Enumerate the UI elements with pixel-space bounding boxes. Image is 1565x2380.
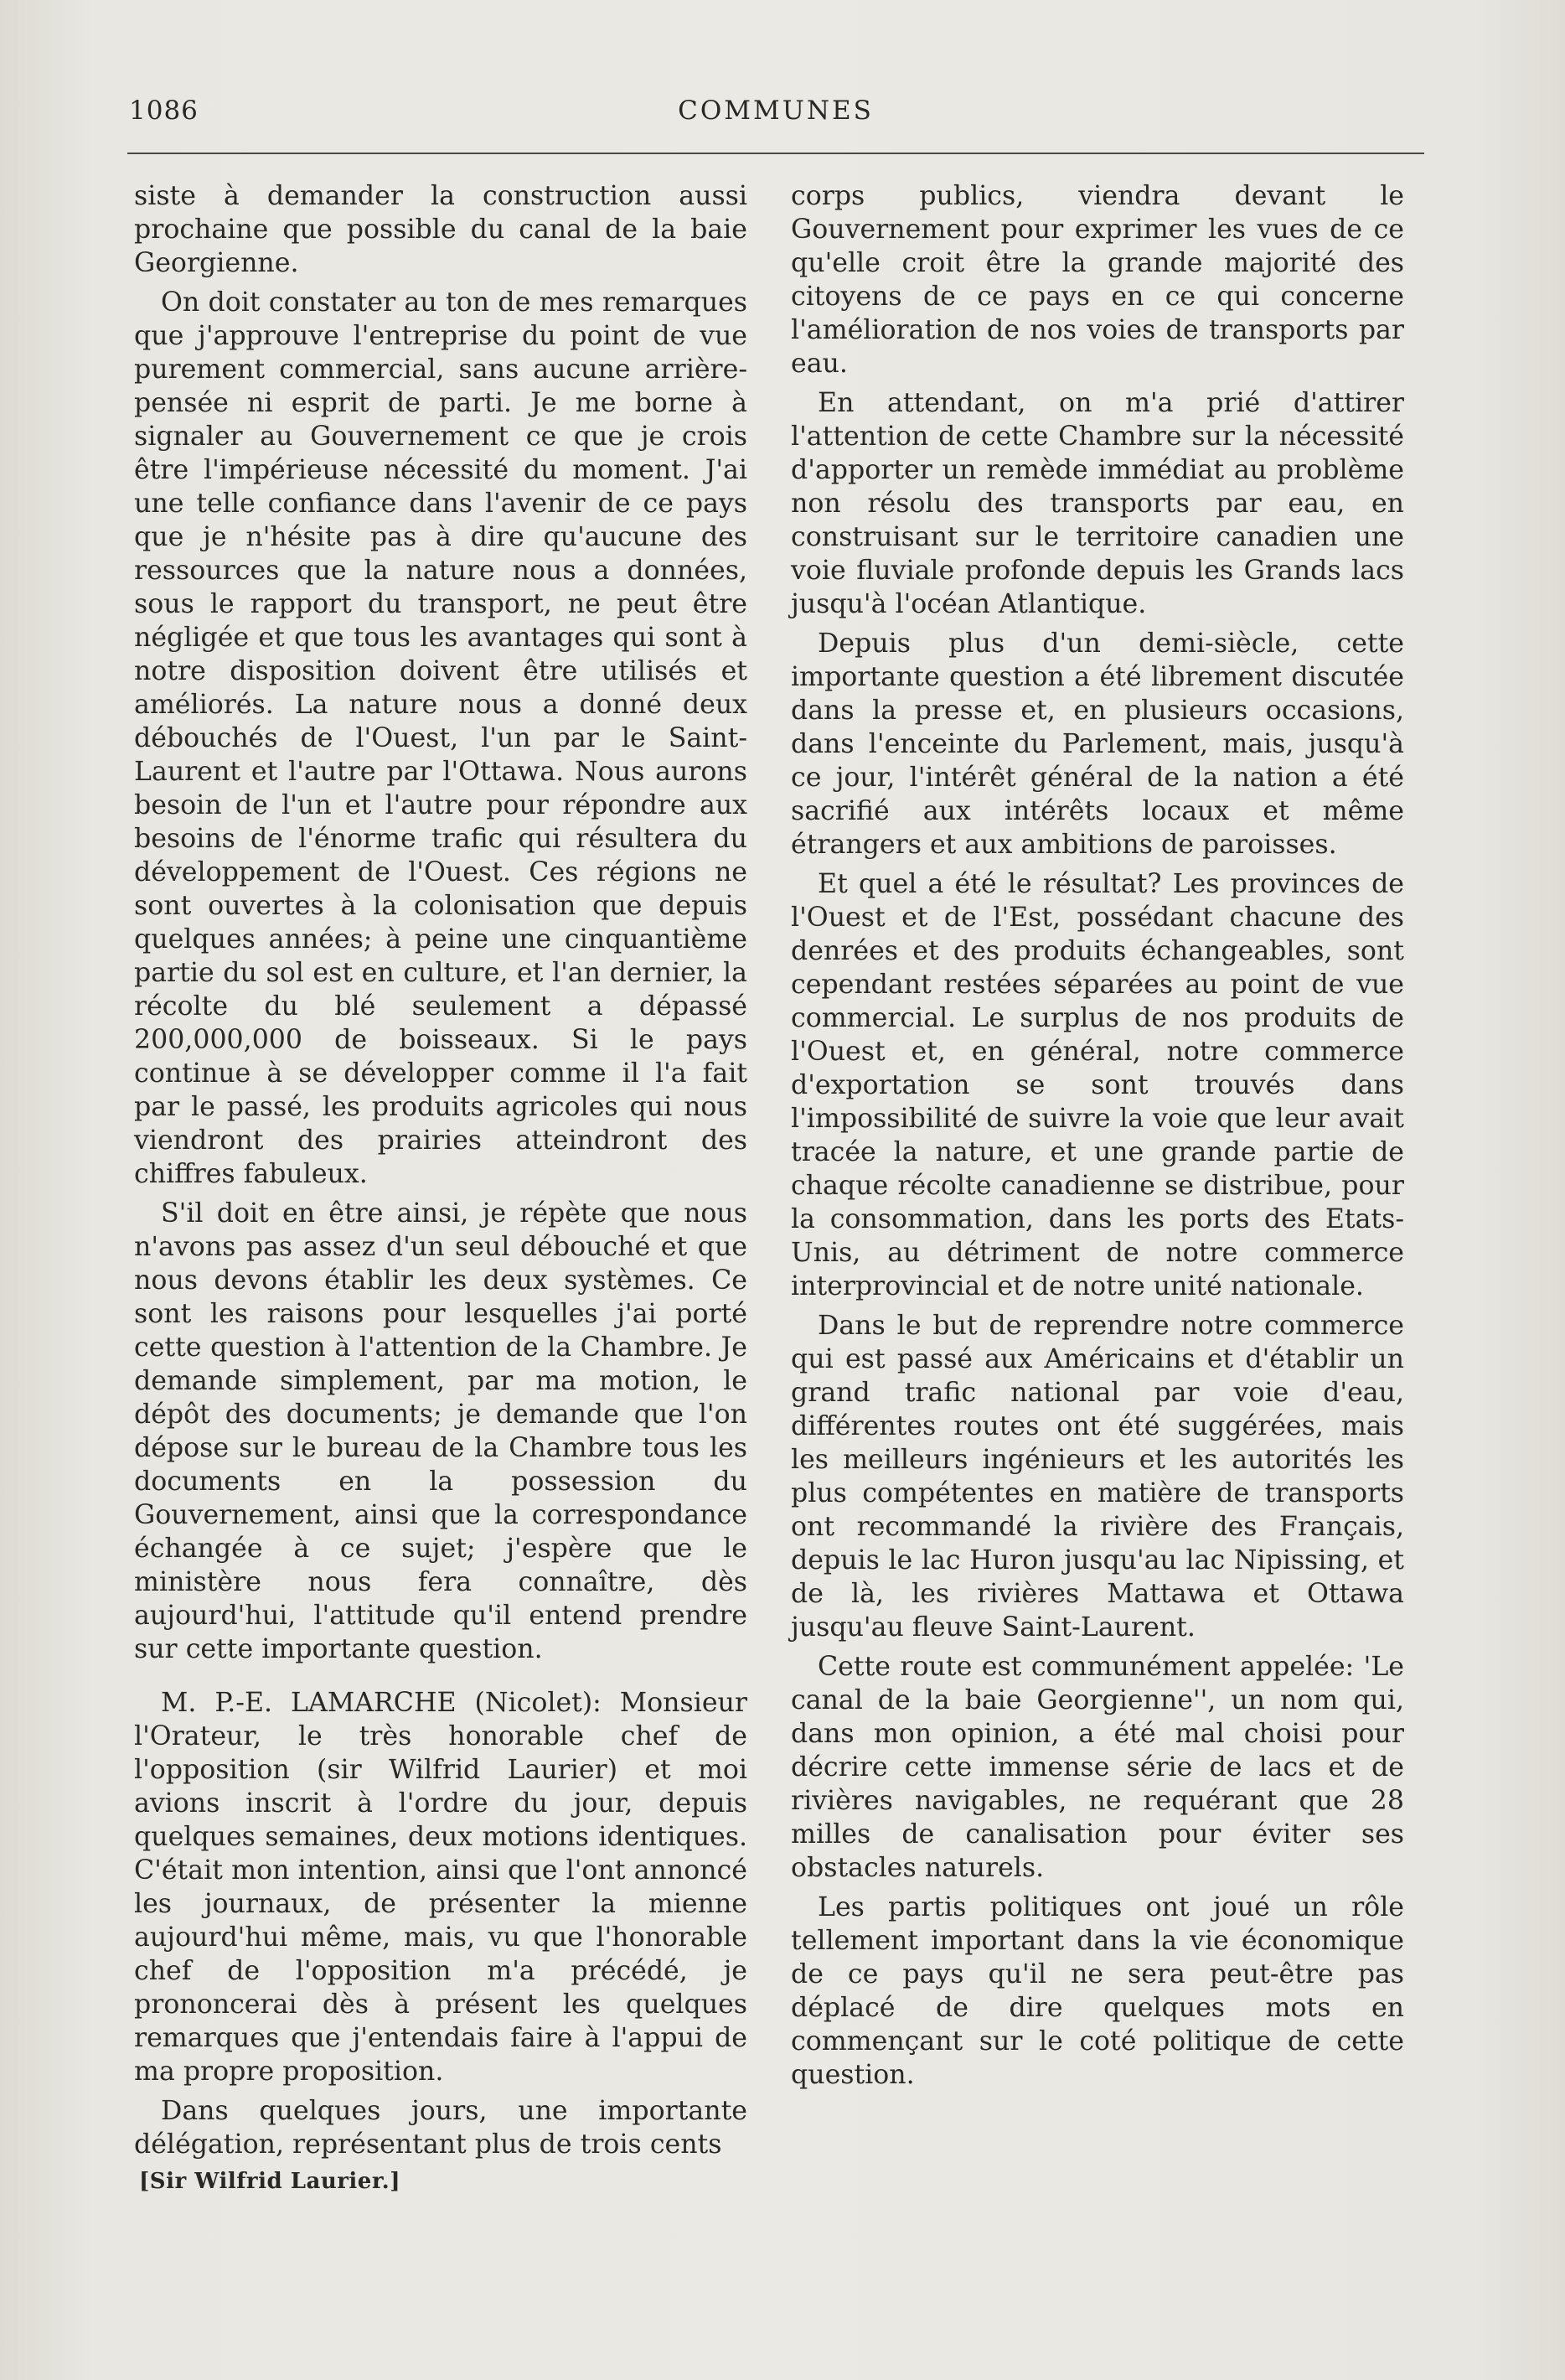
paragraph: Cette route est communément appelée: 'Le canal de la baie Georgienne'', un nom qui, dans mon opinion, a été mal choisi pour décrire cette immense série de lacs et de rivières navigables, ne requérant que 28 milles de canalisation pour éviter ses obstacles naturels. <box>791 1652 1404 1883</box>
paragraph: siste à demander la construction aussi prochaine que possible du canal de la baie Georgienne. <box>134 181 747 278</box>
paragraph: Les partis politiques ont joué un rôle tellement important dans la vie économique de ce pays qu'il ne sera peut-être pas déplacé de dire quelques mots en commençant sur le coté politique de cette question. <box>791 1892 1404 2090</box>
speaker-paragraph: M. P.-E. LAMARCHE (Nicolet): Monsieur l'Orateur, le très honorable chef de l'opposition (sir Wilfrid Laurier) et moi avions inscrit à l'ordre du jour, depuis quelques semaines, deux motions identiques. C'était mon intention, ainsi que l'ont annoncé les journaux, de présenter la mienne aujourd'hui même, mais, vu que l'honorable chef de l'opposition m'a précédé, je prononcerai dès à présent les quelques remarques que j'entendais faire à l'appui de ma propre proposition. <box>134 1688 747 2087</box>
paragraph: Dans quelques jours, une importante délégation, représentant plus de trois cents <box>134 2096 747 2160</box>
footnote: [Sir Wilfrid Laurier.] <box>139 2169 401 2194</box>
header-rule <box>127 153 1424 154</box>
page-header <box>127 91 1424 132</box>
paragraph: corps publics, viendra devant le Gouvernement pour exprimer les vues de ce qu'elle croit être la grande majorité des citoyens de ce pays en ce qui concerne l'amélioration de nos voies de transports par eau. <box>791 181 1404 379</box>
paragraph: En attendant, on m'a prié d'attirer l'attention de cette Chambre sur la nécessité d'apporter un remède immédiat au problème non résolu des transports par eau, en construisant sur le territoire canadien une voie fluviale profonde depuis les Grands lacs jusqu'à l'océan Atlantique. <box>791 388 1404 619</box>
paragraph: Depuis plus d'un demi-siècle, cette importante question a été librement discutée dans la presse et, en plusieurs occasions, dans l'enceinte du Parlement, mais, jusqu'à ce jour, l'intérêt général de la nation a été sacrifié aux intérêts locaux et même étrangers et aux ambitions de paroisses. <box>791 629 1404 860</box>
running-title: COMMUNES <box>678 96 874 126</box>
left-column <box>134 179 747 2167</box>
paragraph: On doit constater au ton de mes remarques que j'approuve l'entreprise du point de vue purement commercial, sans aucune arrière-pensée ni esprit de parti. Je me borne à signaler au Gouvernement ce que je crois être l'impérieuse nécessité du moment. J'ai une telle confiance dans l'avenir de ce pays que je n'hésite pas à dire qu'aucune des ressources que la nature nous a données, sous le rapport du transport, ne peut être négligée et que tous les avantages qui sont à notre disposition doivent être utilisés et améliorés. La nature nous a donné deux débouchés de l'Ouest, l'un par le Saint-Laurent et l'autre par l'Ottawa. Nous aurons besoin de l'un et l'autre pour répondre aux besoins de l'énorme trafic qui résultera du développement de l'Ouest. Ces régions ne sont ouvertes à la colonisation que depuis quelques années; à peine une cinquantième partie du sol est en culture, et l'an dernier, la récolte du blé seulement a dépassé 200,000,000 de boisseaux. Si le pays continue à se développer comme il l'a fait par le passé, les produits agricoles qui nous viendront des prairies atteindront des chiffres fabuleux. <box>134 287 747 1189</box>
paragraph: S'il doit en être ainsi, je répète que nous n'avons pas assez d'un seul débouché et que nous devons établir les deux systèmes. Ce sont les raisons pour lesquelles j'ai porté cette question à l'attention de la Chambre. Je demande simplement, par ma motion, le dépôt des documents; je demande que l'on dépose sur le bureau de la Chambre tous les documents en la possession du Gouvernement, ainsi que la correspondance échangée à ce sujet; j'espère que le ministère nous fera connaître, dès aujourd'hui, l'attitude qu'il entend prendre sur cette importante question. <box>134 1198 747 1664</box>
right-column <box>791 179 1404 2098</box>
page-number: 1086 <box>129 96 199 126</box>
paragraph: Dans le but de reprendre notre commerce qui est passé aux Américains et d'établir un grand trafic national par voie d'eau, différentes routes ont été suggérées, mais les meilleurs ingénieurs et les autorités les plus compétentes en matière de transports ont recommandé la rivière des Français, depuis le lac Huron jusqu'au lac Nipissing, et de là, les rivières Mattawa et Ottawa jusqu'au fleuve Saint-Laurent. <box>791 1311 1404 1643</box>
paragraph: Et quel a été le résultat? Les provinces de l'Ouest et de l'Est, possédant chacune des denrées et des produits échangeables, sont cependant restées séparées au point de vue commercial. Le surplus de nos produits de l'Ouest et, en général, notre commerce d'exportation se sont trouvés dans l'impossibilité de suivre la voie que leur avait tracée la nature, et une grande partie de chaque récolte canadienne se distribue, pour la consommation, dans les ports des Etats-Unis, au détriment de notre commerce interprovincial et de notre unité nationale. <box>791 869 1404 1301</box>
